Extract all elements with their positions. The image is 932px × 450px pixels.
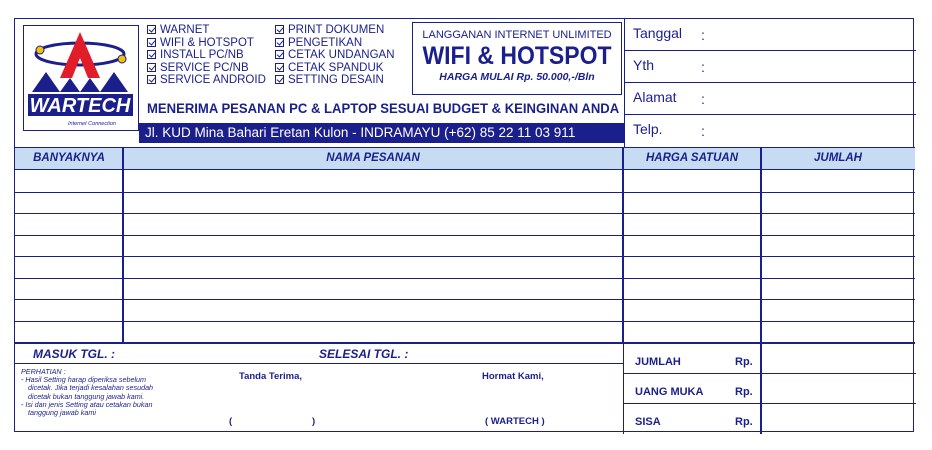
order-table: [15, 147, 915, 343]
total-row-sisa[interactable]: SISA Rp.: [635, 416, 753, 428]
invoice-form: [14, 18, 914, 432]
checkbox-icon: [147, 50, 156, 59]
form-footer: [15, 343, 915, 433]
total-row-uang-muka[interactable]: UANG MUKA Rp.: [624, 374, 916, 404]
table-row-line: [15, 278, 915, 279]
column-divider: [122, 148, 124, 344]
checkbox-icon: [147, 63, 156, 72]
notes-line: - Isi dan jenis Setting atau cetakan bukan: [21, 399, 153, 409]
wartech-signature: ( WARTECH ): [485, 416, 545, 427]
service-item: WIFI & HOTSPOT: [147, 37, 277, 50]
checkbox-icon: [275, 25, 284, 34]
column-header-jumlah: JUMLAH: [814, 152, 862, 164]
table-row-line: [15, 256, 915, 257]
notes-line: dicetak. Jika terjadi kesalahan sesudah: [28, 383, 154, 393]
tanda-terima-close-paren: ): [312, 416, 316, 427]
totals-box: [623, 344, 915, 434]
masuk-tgl-label: MASUK TGL. :: [33, 347, 115, 361]
table-row-line: [15, 192, 915, 193]
service-item: PENGETIKAN: [275, 37, 405, 50]
table-row-line: [15, 299, 915, 300]
logo-tagline-text: Internet Connection: [67, 121, 116, 127]
table-header: [15, 148, 915, 170]
column-divider: [622, 148, 624, 344]
form-header: [15, 19, 915, 147]
table-row-line: [15, 235, 915, 236]
column-divider: [760, 148, 762, 344]
promo-price: HARGA MULAI Rp. 50.000,-/Bln: [439, 71, 595, 83]
service-item: CETAK SPANDUK: [275, 62, 405, 75]
table-row-line: [15, 321, 915, 322]
service-item: SETTING DESAIN: [275, 74, 405, 87]
logo-graphic: [24, 26, 137, 129]
checkbox-icon: [147, 75, 156, 84]
dates-row: [15, 344, 623, 364]
info-row-yth[interactable]: Yth :: [625, 51, 916, 83]
column-header-harga-satuan: HARGA SATUAN: [646, 152, 738, 164]
notes-line: - Hasil Setting harap diperiksa sebelum: [21, 375, 147, 385]
services-list: [147, 24, 407, 96]
service-item: SERVICE ANDROID: [147, 74, 277, 87]
address-bar: Jl. KUD Mina Bahari Eretan Kulon - INDRAMAYU (+62) 85 22 11 03 911: [139, 123, 624, 143]
notes-line: tanggung jawab kami: [28, 408, 96, 418]
column-header-nama-pesanan: NAMA PESANAN: [326, 152, 420, 164]
service-item: PRINT DOKUMEN: [275, 24, 405, 37]
notes-line: dicetak bukan tanggung jawab kami.: [28, 391, 145, 401]
checkbox-icon: [147, 38, 156, 47]
info-row-tanggal[interactable]: Tanggal :: [625, 19, 916, 51]
checkbox-icon: [147, 25, 156, 34]
hormat-kami-label: Hormat Kami,: [482, 371, 544, 382]
wartech-logo: [23, 25, 139, 131]
customer-info-box: [624, 19, 915, 147]
checkbox-icon: [275, 38, 284, 47]
service-item: CETAK UNDANGAN: [275, 49, 405, 62]
tanda-terima-label: Tanda Terima,: [239, 371, 302, 382]
service-item: INSTALL PC/NB: [147, 49, 277, 62]
service-item: WARNET: [147, 24, 277, 37]
notes-block: [21, 368, 201, 417]
info-row-alamat[interactable]: Alamat :: [625, 83, 916, 115]
notes-title: PERHATIAN :: [21, 367, 66, 376]
checkbox-icon: [275, 50, 284, 59]
tanda-terima-open-paren: (: [229, 416, 233, 427]
services-left-column: [147, 24, 277, 87]
checkbox-icon: [275, 75, 284, 84]
checkbox-icon: [275, 63, 284, 72]
info-row-telp[interactable]: Telp. :: [633, 121, 705, 139]
business-tagline: MENERIMA PESANAN PC & LAPTOP SESUAI BUDGET & KEINGINAN ANDA: [147, 101, 620, 116]
services-right-column: [275, 24, 405, 87]
service-item: SERVICE PC/NB: [147, 62, 277, 75]
promo-box: [412, 22, 622, 95]
promo-subtitle: LANGGANAN INTERNET UNLIMITED: [422, 29, 612, 41]
totals-divider: [760, 344, 762, 434]
promo-title: WIFI & HOTSPOT: [422, 42, 612, 70]
selesai-tgl-label: SELESAI TGL. :: [319, 347, 409, 361]
table-row-line: [15, 213, 915, 214]
total-row-jumlah[interactable]: JUMLAH Rp.: [624, 344, 916, 374]
column-header-banyaknya: BANYAKNYA: [33, 152, 105, 164]
logo-brand-text: WARTECH: [29, 95, 131, 117]
